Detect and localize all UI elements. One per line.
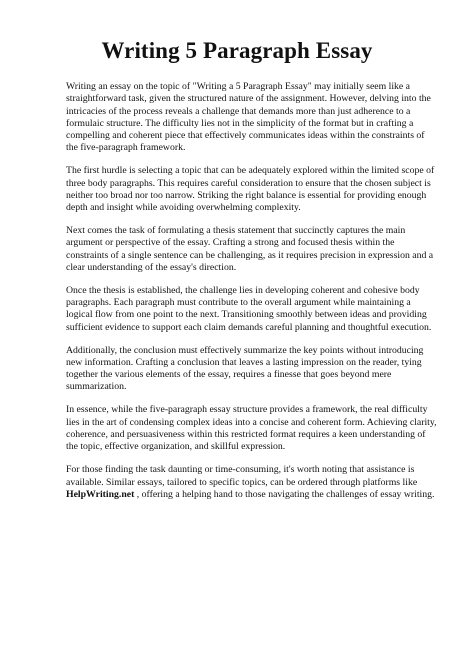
paragraph-body-development: Once the thesis is established, the challenge lies in developing coherent and cohesive body paragraphs. Each paragraph must contribute to the overall argument while maintaining a logical flow from one point to the next. Transitioning smoothly between ideas and providing sufficient evidence to support each claim demands careful planning and thoughtful execution. [66,284,432,333]
paragraph-thesis: Next comes the task of formulating a thesis statement that succinctly captures the main argument or perspective of the essay. Crafting a strong and focused thesis within the constraints of a single sentence can be challenging, as it requires precision in expression and a clear understanding of the essay's direction. [66,225,434,273]
paragraph-essence: In essence, while the five-paragraph essay structure provides a framework, the real difficulty lies in the art of condensing complex ideas into a concise and coherent form. Achieving clarity, coherence, and persuasiveness within this restricted format requires a keen understanding of the topic, effective organization, and skillful expression. [66,404,437,453]
paragraph-assistance [66,464,438,501]
document-title: Writing 5 Paragraph Essay [101,38,373,63]
paragraph-conclusion: Additionally, the conclusion must effectively summarize the key points without introducing new information. Crafting a conclusion that leaves a lasting impression on the reader, tying together the various elements of the essay, requires a finesse that goes beyond mere summarization. [66,344,424,393]
document-body [66,81,438,512]
assistance-text-after: , offering a helping hand to those navigating the challenges of essay writing. [134,488,435,500]
paragraph-intro: Writing an essay on the topic of "Writing a 5 Paragraph Essay" may initially seem like a straightforward task, given the structured nature of the assignment. However, delving into the intricacies of the process reveals a challenge that demands more than just adherence to a formulaic structure. The difficulty lies not in the simplicity of the format but in crafting a compelling and coherent piece that effectively communicates ideas within the constraints of the five-paragraph framework. [66,81,431,154]
paragraph-topic-selection: The first hurdle is selecting a topic that can be adequately explored within the limited scope of three body paragraphs. This requires careful consideration to ensure that the chosen subject is neither too broad nor too narrow. Striking the right balance is essential for providing enough depth and insight while avoiding overwhelming complexity. [66,165,435,214]
assistance-text-before: For those finding the task daunting or time-consuming, it's worth noting that assistance is available. Similar essays, tailored to specific topics, can be ordered through platforms like [66,464,418,488]
helpwriting-link[interactable]: HelpWriting.net [66,488,135,500]
